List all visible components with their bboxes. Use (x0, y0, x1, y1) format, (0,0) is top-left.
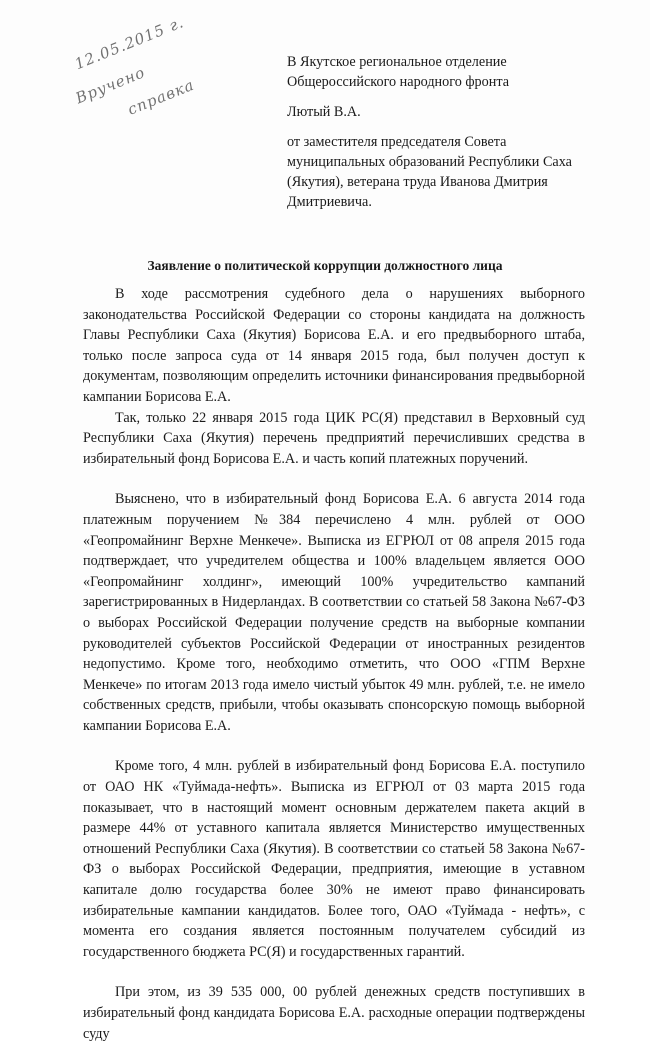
recipient-line: В Якутское региональное отделение (287, 54, 507, 70)
sender-line: (Якутия), ветерана труда Иванова Дмитрия (287, 174, 548, 190)
paragraph: Кроме того, 4 млн. рублей в избирательный фонд Борисова Е.А. поступило от ОАО НК «Туймада-нефть». Выписка из ЕГРЮЛ от 03 марта 2015 года показывает, что в настоящий момент основным держателем пакета акций в размере 44% от уставного капитала является Министерство имущественных отношений Республики Саха (Якутия). В соответствии со статьей 58 Закона №67-ФЗ о выборах Российской Федерации, предприятия, имеющие в уставном капитале долю государства более 30% не имеют право финансировать избирательные кампании кандидатов. Более того, ОАО «Туймада - нефть», с момента его создания является постоянным получателем субсидий из государственного бюджета РС(Я) и государственных гарантий. (83, 758, 585, 960)
sender-block (287, 132, 617, 212)
paragraph: В ходе рассмотрения судебного дела о нарушениях выборного законодательства Российской Федерации со стороны кандидата на должность Главы Республики Саха (Якутия) Борисова Е.А. и его предвыборного штаба, только после запроса суда от 14 января 2015 года, был получен доступ к документам, позволяющим определить источники финансирования предвыборной кампании Борисова Е.А. (83, 286, 585, 405)
recipient-name: Лютый В.А. (287, 104, 361, 120)
sender-line: от заместителя председателя Совета (287, 134, 507, 150)
handwritten-date: 12.05.2015 г. (72, 13, 187, 74)
addressee-block (287, 52, 617, 222)
sender-line: Дмитриевича. (287, 194, 372, 210)
handwritten-note-line: справка (125, 75, 197, 119)
document-title: Заявление о политической коррупции должностного лица (147, 258, 503, 273)
paragraph: Выяснено, что в избирательный фонд Борисова Е.А. 6 августа 2014 года платежным поручением №384 перечислено 4 млн. рублей от ООО «Геопромайнинг Верхне Менкече». Выписка из ЕГРЮЛ от 08 апреля 2015 года подтверждает, что учредителем общества и 100% владельцем является ООО «Геопромайнинг холдинг», имеющий 100% учредительство кампаний зарегистрированных в Нидерландах. В соответствии со статьей 58 Закона №67-ФЗ о выборах Российской Федерации получение средств на выборные компании руководителей субъектов Российской Федерации от иностранных резидентов недопустимо. Кроме того, необходимо отметить, что ООО «ГПМ Верхне Менкече» по итогам 2013 года имело чистый убыток 49 млн. рублей, т.е. не имело собственных средств, прибыли, чтобы оказывать спонсорскую помощь выборной кампании Борисова Е.А. (83, 491, 585, 734)
recipient-line: Общероссийского народного фронта (287, 74, 509, 90)
recipient-organization (287, 52, 617, 92)
handwritten-annotation (52, 0, 255, 139)
handwritten-note-line: Вручено (73, 63, 148, 108)
sender-line: муниципальных образований Республики Саха (287, 154, 572, 170)
paragraph: Так, только 22 января 2015 года ЦИК РС(Я) представил в Верховный суд Республики Саха (Якутия) перечень предприятий перечисливших средства в избирательный фонд Борисова Е.А. и часть копий платежных поручений. (83, 409, 585, 467)
document-body (83, 284, 585, 1044)
paragraph: При этом, из 39 535 000, 00 рублей денежных средств поступивших в избирательный фонд кандидата Борисова Е.А. расходные операции подтверждены суду (83, 984, 585, 1042)
